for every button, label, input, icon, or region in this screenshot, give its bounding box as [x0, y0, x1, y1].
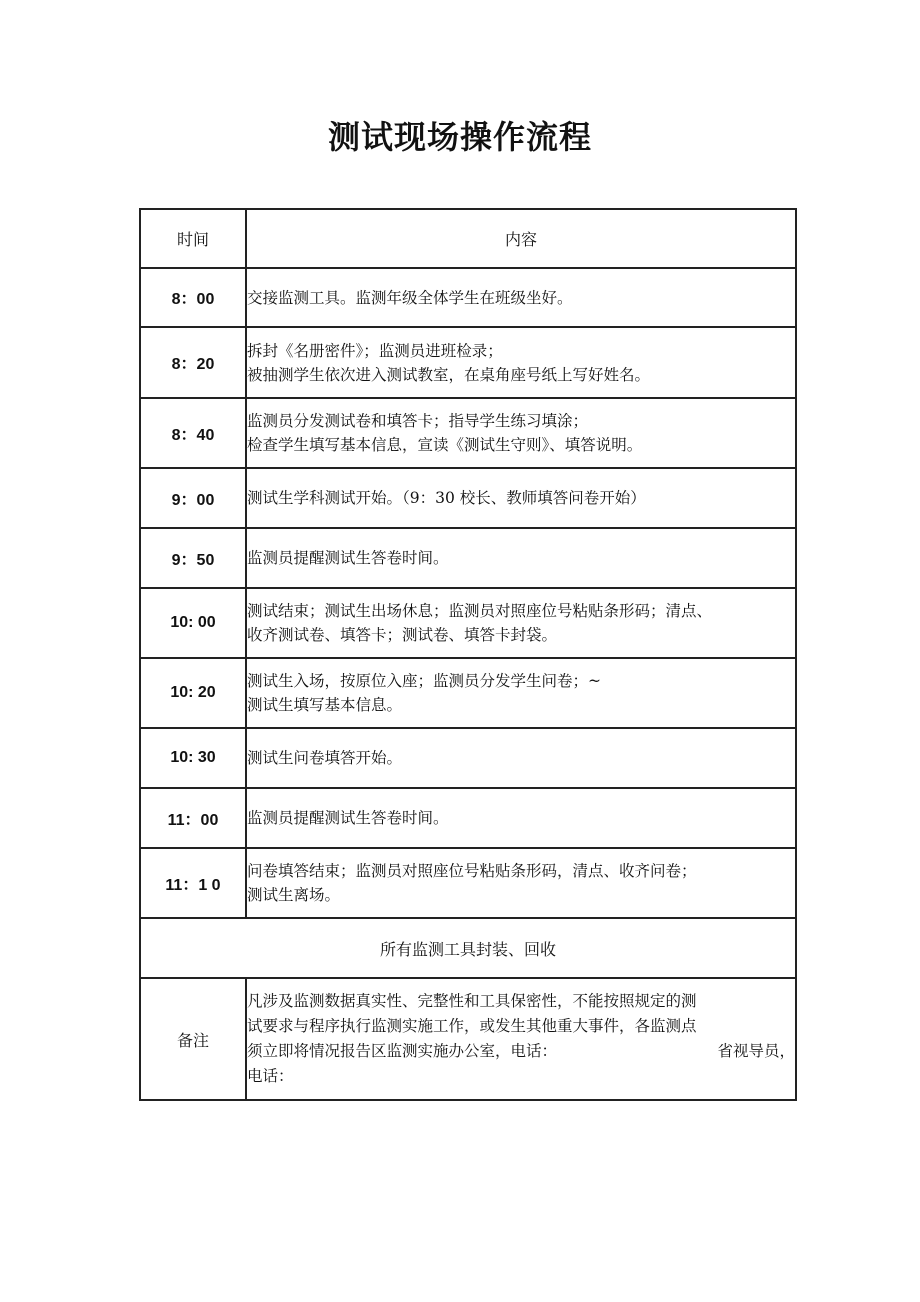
header-time: 时间: [140, 209, 246, 268]
content-cell: [246, 788, 796, 848]
content-line: 测试生入场，按原位入座；监测员分发学生问卷；~: [247, 672, 601, 690]
merged-row: [140, 918, 796, 978]
content-line: 测试结束；测试生出场休息；监测员对照座位号粘贴条形码；清点、: [247, 602, 713, 620]
content-line: 测试生离场。: [247, 886, 341, 904]
time-cell: 11：00: [140, 788, 246, 848]
content-cell: [246, 268, 796, 327]
time-cell: 8：00: [140, 268, 246, 327]
note-line: 试要求与程序执行监测实施工作，或发生其他重大事件，各监测点: [247, 1017, 697, 1035]
table-row: [140, 788, 796, 848]
note-line: 凡涉及监测数据真实性、完整性和工具保密性，不能按照规定的测: [247, 992, 697, 1010]
content-cell: [246, 588, 796, 658]
table-row: [140, 658, 796, 728]
header-content: 内容: [246, 209, 796, 268]
time-cell: 9：50: [140, 528, 246, 588]
table-row: [140, 528, 796, 588]
time-cell: 11：1 0: [140, 848, 246, 918]
merged-cell: 所有监测工具封装、回收: [140, 918, 796, 978]
table-row: [140, 588, 796, 658]
time-cell: 8：20: [140, 327, 246, 398]
note-line: [247, 1039, 795, 1064]
content-line: 监测员提醒测试生答卷时间。: [247, 809, 449, 827]
content-line: 测试生问卷填答开始。: [247, 749, 403, 767]
note-text: [246, 978, 796, 1100]
page-title: 测试现场操作流程: [327, 118, 592, 156]
content-cell: [246, 848, 796, 918]
content-cell: [246, 327, 796, 398]
table-row: [140, 327, 796, 398]
content-line: 测试生填写基本信息。: [247, 696, 403, 714]
table-row: [140, 848, 796, 918]
content-line: 问卷填答结束；监测员对照座位号粘贴条形码，清点、收齐问卷；: [247, 862, 697, 880]
content-line: 被抽测学生依次进入测试教室，在桌角座号纸上写好姓名。: [247, 365, 651, 384]
content-cell: [246, 398, 796, 468]
note-row: [140, 978, 796, 1100]
content-line: 监测员提醒测试生答卷时间。: [247, 549, 449, 567]
time-cell: 9：00: [140, 468, 246, 528]
content-line: 交接监测工具。监测年级全体学生在班级坐好。: [247, 288, 573, 307]
content-cell: [246, 658, 796, 728]
note-line: 电话：: [247, 1067, 294, 1085]
note-line-inspector: 省视导员，: [717, 1042, 795, 1060]
content-cell: [246, 468, 796, 528]
time-cell: 10: 00: [140, 588, 246, 658]
table-row: [140, 268, 796, 327]
content-line: 拆封《名册密件》；监测员进班检录；: [247, 341, 503, 360]
table-row: [140, 728, 796, 788]
table-row: [140, 398, 796, 468]
content-line: 检查学生填写基本信息，宣读《测试生守则》、填答说明。: [247, 436, 643, 454]
content-cell: [246, 528, 796, 588]
content-line: 监测员分发测试卷和填答卡；指导学生练习填涂；: [247, 412, 589, 430]
note-line-phone: 须立即将情况报告区监测实施办公室，电话：: [247, 1042, 558, 1060]
procedure-table: [139, 208, 797, 1101]
table-row: [140, 468, 796, 528]
content-line: 收齐测试卷、填答卡；测试卷、填答卡封袋。: [247, 626, 558, 644]
time-cell: 8：40: [140, 398, 246, 468]
table-header-row: [140, 209, 796, 268]
content-cell: [246, 728, 796, 788]
note-label: 备注: [140, 978, 246, 1100]
content-line: 测试生学科测试开始。（9：30 校长、教师填答问卷开始）: [247, 489, 646, 507]
time-cell: 10: 20: [140, 658, 246, 728]
time-cell: 10: 30: [140, 728, 246, 788]
